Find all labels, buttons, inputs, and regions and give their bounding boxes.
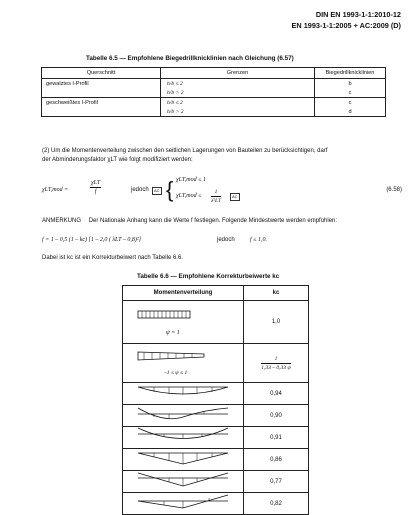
f-expression: f = 1 – 0,5 (1 – kc) [1 – 2,0 ( λ̄LT – 0,8)²] [42, 237, 142, 243]
moment-diagram-linear [123, 344, 244, 383]
anmerkung-label: ANMERKUNG [42, 218, 82, 224]
f-equation [42, 236, 402, 245]
ac-marker-open: AC [154, 188, 160, 193]
col-header-grenzen: Grenzen [161, 68, 315, 79]
moment-diagram-triangle-propped [123, 493, 244, 515]
eq-jedoch: jedoch [131, 187, 149, 193]
ac-marker-close: AC [232, 194, 238, 199]
limit-cell: h/b > 2 [161, 107, 315, 117]
equation-6-58 [42, 177, 402, 207]
table-6-6-caption: Tabelle 6.6 — Empfohlene Korrekturbeiwerte kc [137, 273, 280, 280]
eq-cond2-fraction: $\frac{1}{\text{λ̄²LT}}$ [211, 189, 222, 204]
limit-cell: h/b > 2 [161, 88, 315, 98]
table-6-5-caption: Tabelle 6.5 — Empfohlene Biegedrillknicklinien nach Gleichung (6.57) [86, 55, 294, 62]
table-6-5 [41, 67, 386, 117]
constant-moment-icon [124, 301, 242, 341]
kc-cell: 1,0 [244, 301, 309, 344]
kc-cell: 0,90 [244, 405, 309, 427]
kc-cell: 0,77 [244, 471, 309, 493]
triangle-propped-icon [124, 493, 242, 512]
section-cell: geschweißtes I-Profil [42, 98, 161, 108]
curve-cell: c [315, 98, 386, 108]
anmerkung-text: Der Nationale Anhang kann die Werte f festlegen. Folgende Mindestwerte werden empfohlen: [88, 218, 338, 224]
curve-cell: d [315, 107, 386, 117]
kc-cell: 0,82 [244, 493, 309, 515]
equation-number: (6.58) [386, 187, 402, 193]
eq-fraction [90, 179, 101, 196]
paragraph-2-line2: der Abminderungsfaktor χLT wie folgt modifiziert werden: [42, 157, 193, 163]
eq-cond2-left: χLT,mod ≤ [176, 193, 202, 199]
parabola-clamped-icon [124, 427, 242, 446]
eq-denominator: f [94, 189, 97, 195]
linear-moment-icon [124, 344, 242, 380]
anmerkung [42, 217, 404, 226]
psi-label: ψ = 1 [166, 330, 180, 336]
paragraph-2 [42, 147, 402, 165]
kc-formula-cell [244, 344, 309, 383]
section-cell: gewalztes I-Profil [42, 79, 161, 89]
kc-cell: 0,86 [244, 449, 309, 471]
kc-formula: $\frac{1}{1,33 - 0,33 \psi}$ [261, 355, 291, 371]
standard-subid: EN 1993-1-1:2005 + AC:2009 (D) [291, 21, 401, 30]
kc-cell: 0,91 [244, 427, 309, 449]
moment-diagram-triangle [123, 449, 244, 471]
eq-numerator: χLT [91, 180, 101, 186]
triangle-moment-icon [124, 449, 242, 468]
moment-diagram-parabola-hogging [123, 405, 244, 427]
eq-cond1: χLT,mod ≤ 1 [176, 177, 206, 183]
parabola-hogging-icon [124, 405, 242, 424]
limit-cell: h/b ≤ 2 [161, 79, 315, 89]
dabei-sentence: Dabei ist kc ist ein Korrekturbeiwert nach Tabelle 6.6. [42, 255, 183, 261]
moment-diagram-triangle-clamped [123, 471, 244, 493]
section-cell [42, 88, 161, 98]
moment-diagram-parabola-clamped [123, 427, 244, 449]
kc-cell: 0,94 [244, 383, 309, 405]
table-6-6 [122, 285, 309, 515]
curve-cell: c [315, 88, 386, 98]
moment-diagram-constant [123, 301, 244, 344]
psi-range-label: –1 ≤ ψ ≤ 1 [164, 370, 188, 376]
curve-cell: b [315, 79, 386, 89]
parabola-moment-icon [124, 383, 242, 402]
col-header-momentenverteilung: Momentenverteilung [123, 286, 244, 301]
paragraph-2-line1: (2) Um die Momentenverteilung zwischen den seitlichen Lagerungen von Bauteilen zu berücksichtigen, darf [42, 148, 328, 154]
standard-id: DIN EN 1993-1-1:2010-12 [315, 10, 401, 19]
limit-cell: h/b ≤ 2 [161, 98, 315, 108]
triangle-clamped-icon [124, 471, 242, 490]
moment-diagram-parabola-down [123, 383, 244, 405]
col-header-biegedrillknicklinien: Biegedrillknicklinien [315, 68, 386, 79]
eq-lhs: χLT,mod = [42, 187, 69, 193]
col-header-kc: kc [244, 286, 309, 301]
section-cell [42, 107, 161, 117]
f-condition: f ≤ 1,0. [250, 237, 267, 243]
document-header [292, 9, 401, 31]
col-header-querschnitt: Querschnitt [42, 68, 161, 79]
eq-brace: { [166, 177, 174, 202]
f-jedoch: jedoch [217, 237, 235, 243]
